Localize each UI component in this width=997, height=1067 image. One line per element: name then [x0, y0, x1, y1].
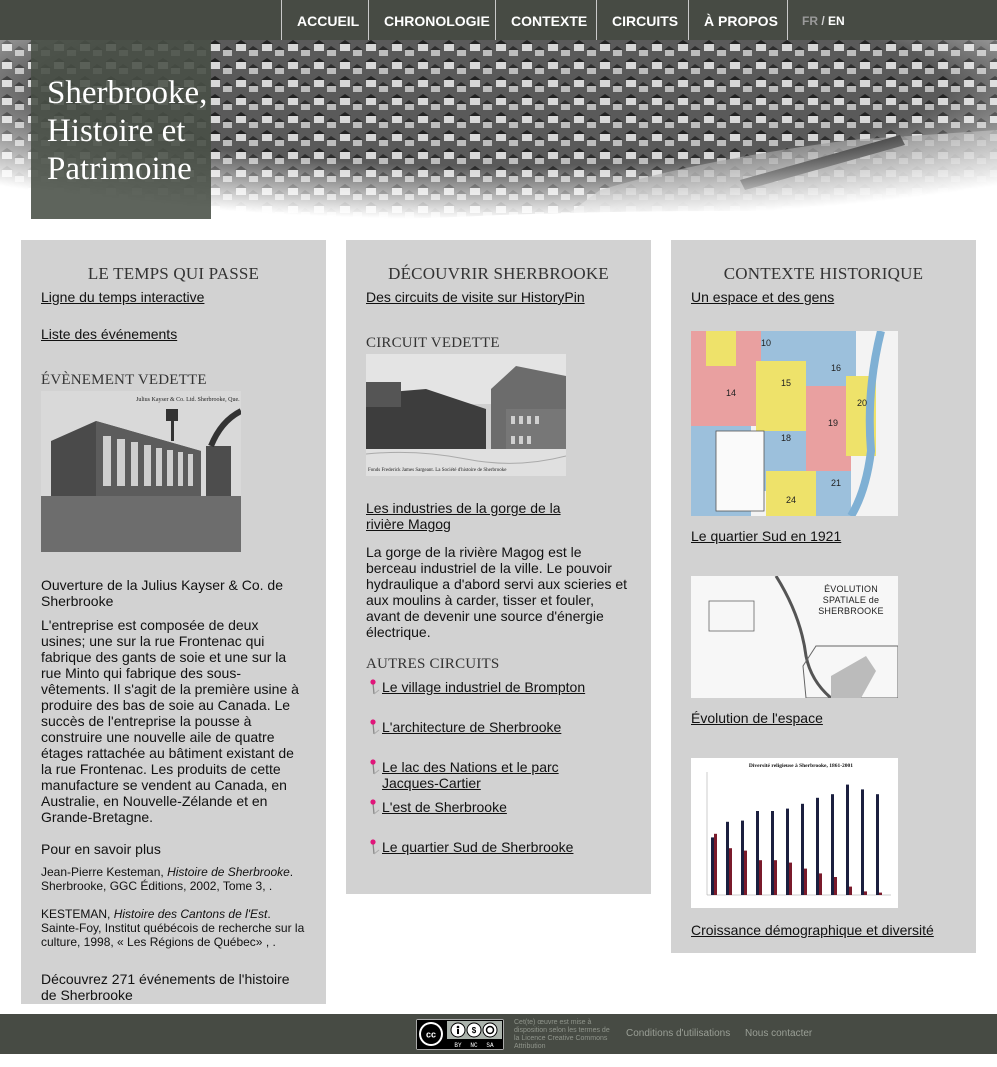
circuit-list-item — [366, 759, 631, 791]
svg-text:16: 16 — [831, 363, 842, 373]
thumbnail-bar-dark — [831, 794, 834, 895]
space-and-people-link[interactable]: Un espace et des gens — [691, 289, 835, 305]
svg-text:21: 21 — [831, 478, 842, 488]
featured-circuit-link[interactable]: Les industries de la gorge de la rivière Magog — [366, 500, 561, 532]
thumbnail-bar-red — [849, 887, 852, 895]
cc-sa-label: SA — [486, 1042, 494, 1049]
nav-item-a-propos[interactable]: À PROPOS — [688, 0, 787, 40]
thumbnail-bar-dark — [816, 798, 819, 895]
svg-text:$: $ — [471, 1026, 477, 1035]
contact-link[interactable]: Nous contacter — [745, 1028, 813, 1039]
circuit-link-quartier-sud[interactable]: Le quartier Sud de Sherbrooke — [382, 839, 574, 855]
quartier-sud-1921-link[interactable]: Le quartier Sud en 1921 — [691, 528, 842, 544]
license-text: Cet(te) œuvre est mise à disposition selon les termes de la Licence Creative Commons Attribution — [514, 1019, 610, 1050]
reference-1-author: Jean-Pierre Kesteman, — [41, 865, 168, 879]
site-title-line-2: Histoire et — [47, 113, 186, 149]
featured-event-photo[interactable] — [41, 391, 241, 552]
svg-text:18: 18 — [781, 433, 792, 443]
map-pin-icon — [370, 679, 380, 695]
reference-2 — [41, 907, 306, 949]
thumbnail-bar-red — [774, 860, 777, 895]
thumbnail-bar-red — [864, 891, 867, 895]
thumbnail-bar-dark — [801, 804, 804, 895]
terms-of-use-link[interactable]: Conditions d'utilisations — [626, 1028, 731, 1039]
featured-event-description: L'entreprise est composée de deux usines; une sur la rue Frontenac qui fabrique des gants de soie et une sur la rue Minto qui fabrique des sous-vêtements. Il s'agit de la première usine à produire des bas de soie au Canada. Le succès de l'entreprise la pousse à construire une nouvelle aile de quatre étages rattachée au bâtiment existant de la rue Frontenac. Les produits de cette manufacture se vendent au Canada, en Australie, en Nouvelle-Zélande et en Grande-Bretagne. — [41, 617, 299, 825]
featured-event-title: Ouverture de la Julius Kayser & Co. de Sherbrooke — [41, 577, 284, 609]
reference-2-book: Histoire des Cantons de l'Est — [113, 907, 268, 921]
nav-item-circuits[interactable]: CIRCUITS — [596, 0, 688, 40]
reference-1-details: . Sherbrooke, GGC Éditions, 2002, Tome 3, . — [41, 865, 294, 893]
cc-by-label: BY — [454, 1042, 462, 1049]
featured-event-heading: ÉVÈNEMENT VEDETTE — [41, 372, 207, 388]
panel-decouvrir-sherbrooke — [346, 240, 651, 894]
reference-1 — [41, 865, 306, 893]
panel-title: LE TEMPS QUI PASSE — [87, 264, 260, 283]
featured-circuit-description: La gorge de la rivière Magog est le berceau industriel de la ville. Le pouvoir hydraulique a d'abord servi aux scieries et aux moulins à carder, tisser et fouler, avant de devenir une source d'énergie électrique. — [366, 544, 628, 640]
religious-diversity-chart-image[interactable] — [691, 758, 898, 908]
lang-en-link[interactable]: EN — [828, 14, 845, 28]
reference-2-details: . Sainte-Foy, Institut québécois de recherche sur la culture, 1998, « Les Régions de Québec» , . — [41, 907, 305, 949]
circuit-link-architecture[interactable]: L'architecture de Sherbrooke — [382, 719, 562, 735]
mill-photo-illustration — [366, 354, 566, 476]
svg-text:14: 14 — [726, 388, 737, 398]
circuit-list-item — [366, 799, 631, 815]
cc-by-nc-sa-icon — [417, 1020, 503, 1049]
site-title-line-1: Sherbrooke, — [47, 75, 208, 111]
thumbnail-bar-dark — [846, 785, 849, 895]
thumbnail-bar-red — [759, 860, 762, 895]
historypin-link[interactable]: Des circuits de visite sur HistoryPin — [366, 289, 585, 305]
thumbnail-bar-dark — [876, 794, 879, 895]
reference-1-book: Histoire de Sherbrooke — [167, 865, 290, 879]
site-title-line-3: Patrimoine — [47, 151, 192, 187]
circuit-list-item — [366, 679, 631, 695]
thumbnail-bar-dark — [711, 837, 714, 895]
main-nav — [281, 0, 845, 40]
map-pin-icon — [370, 719, 380, 735]
lang-separator: / — [818, 14, 829, 28]
panel-title: DÉCOUVRIR SHERBROOKE — [388, 264, 609, 283]
thumbnail-bar-red — [804, 869, 807, 895]
reference-2-author: KESTEMAN, — [41, 907, 114, 921]
discover-events-text[interactable]: Découvrez 271 événements de l'histoire de Sherbrooke — [41, 971, 290, 1003]
site-title-box — [31, 40, 211, 219]
panel-le-temps-qui-passe — [21, 240, 326, 1004]
events-list-link[interactable]: Liste des événements — [41, 326, 178, 342]
svg-text:19: 19 — [828, 418, 839, 428]
thumbnail-bar-red — [714, 834, 717, 895]
more-info-heading: Pour en savoir plus — [41, 841, 161, 857]
svg-text:24: 24 — [786, 495, 797, 505]
other-circuits-heading: AUTRES CIRCUITS — [366, 656, 500, 672]
thumbnail-bar-dark — [741, 821, 744, 895]
circuit-link-lac-des-nations[interactable]: Le lac des Nations et le parc Jacques-Cartier — [382, 759, 559, 791]
timeline-link[interactable]: Ligne du temps interactive — [41, 289, 205, 305]
lang-fr-link[interactable]: FR — [802, 14, 818, 28]
svg-text:15: 15 — [781, 378, 792, 388]
thumbnail-bar-red — [789, 863, 792, 895]
nav-item-contexte[interactable]: CONTEXTE — [495, 0, 596, 40]
top-navigation-bar — [0, 0, 997, 40]
panel-title: CONTEXTE HISTORIQUE — [723, 264, 924, 283]
photo-credit: Fonds Frederick James Sargeant. La Société d'histoire de Sherbrooke — [368, 468, 507, 473]
thumbnail-bar-red — [879, 893, 882, 895]
svg-text:10: 10 — [761, 338, 772, 348]
photo-caption-top: Julius Kayser & Co. Ltd. Sherbrooke, Que. — [136, 397, 240, 403]
panel-contexte-historique — [671, 240, 976, 953]
fire-insurance-map-illustration — [691, 331, 898, 516]
circuit-link-brompton[interactable]: Le village industriel de Brompton — [382, 679, 586, 695]
quartier-sud-map-image[interactable] — [691, 331, 898, 516]
map-pin-icon — [370, 759, 380, 775]
nav-item-accueil[interactable]: ACCUEIL — [281, 0, 368, 40]
thumbnail-bar-dark — [861, 789, 864, 895]
thumbnail-bar-red — [744, 851, 747, 895]
thumbnail-bar-dark — [726, 822, 729, 895]
creative-commons-badge[interactable] — [416, 1019, 504, 1050]
language-switcher — [787, 0, 845, 40]
circuit-list-item — [366, 839, 631, 855]
thumbnail-bar-red — [729, 848, 732, 895]
featured-circuit-photo[interactable] — [366, 354, 566, 476]
demographic-growth-link[interactable]: Croissance démographique et diversité — [691, 922, 934, 938]
thumbnail-bar-dark — [771, 811, 774, 895]
thumbnail-bar-dark — [786, 809, 789, 895]
other-circuits-list — [366, 679, 631, 855]
featured-circuit-heading: CIRCUIT VEDETTE — [366, 335, 500, 351]
circuit-list-item — [366, 719, 631, 735]
spatial-evolution-map-image[interactable] — [691, 576, 898, 698]
chart-thumbnail-title: Diversité religieuse à Sherbrooke, 1861-2001 — [748, 763, 854, 769]
evolution-espace-link[interactable]: Évolution de l'espace — [691, 710, 823, 726]
thumbnail-bar-red — [819, 873, 822, 895]
map-pin-icon — [370, 799, 380, 815]
religious-diversity-chart-thumbnail — [691, 758, 898, 908]
svg-text:20: 20 — [857, 398, 868, 408]
footer — [0, 1014, 997, 1054]
circuit-link-est[interactable]: L'est de Sherbrooke — [382, 799, 507, 815]
nav-item-chronologie[interactable]: CHRONOLOGIE — [368, 0, 495, 40]
thumbnail-bar-dark — [756, 811, 759, 895]
map-title: ÉVOLUTION SPATIALE de SHERBROOKE — [818, 584, 884, 616]
thumbnail-bar-red — [834, 877, 837, 895]
site-title — [47, 74, 211, 188]
svg-text:cc: cc — [425, 1029, 437, 1040]
cc-nc-label: NC — [470, 1042, 478, 1049]
factory-photo-illustration — [41, 391, 241, 552]
map-pin-icon — [370, 839, 380, 855]
